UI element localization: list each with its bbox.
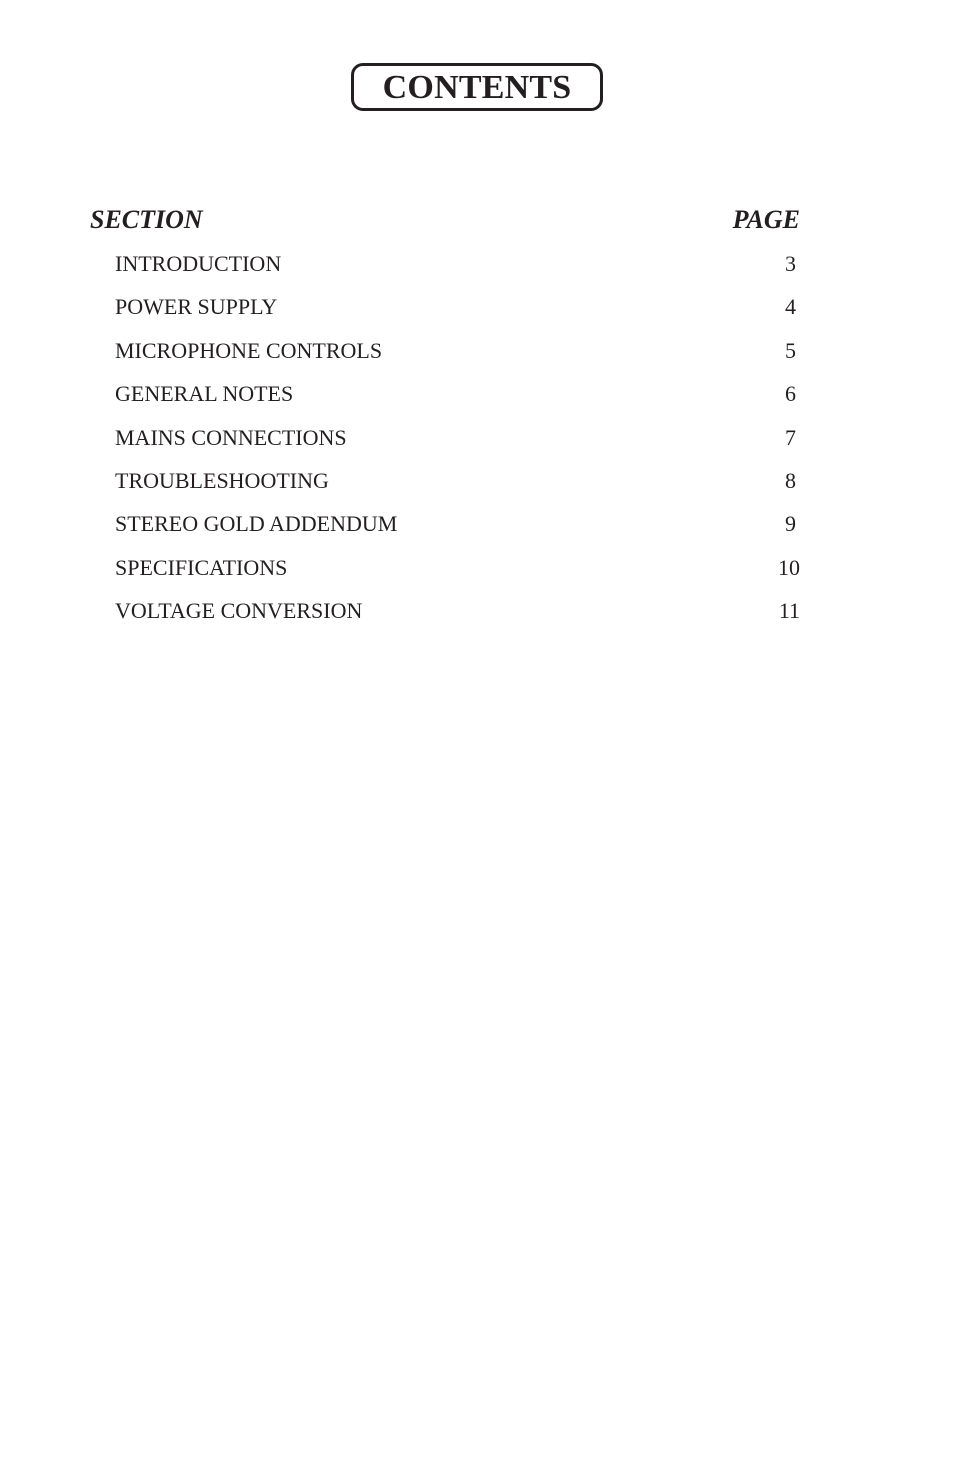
toc-entry-label: MICROPHONE CONTROLS: [115, 337, 383, 363]
toc-entry-microphone-controls: [115, 336, 800, 379]
toc-header-row: [90, 204, 800, 236]
toc-entry-label: POWER SUPPLY: [115, 294, 278, 320]
toc-entry-label: SPECIFICATIONS: [115, 554, 288, 580]
toc-entry-label: GENERAL NOTES: [115, 381, 294, 407]
toc-entry-general-notes: [115, 379, 800, 422]
toc-entry-label: INTRODUCTION: [115, 251, 282, 276]
toc-entry-page: 9: [785, 511, 796, 537]
toc-entry-power-supply: [115, 292, 800, 335]
toc-entry-page: 3: [785, 251, 796, 276]
toc-entry-page: 10: [778, 554, 800, 580]
toc-entry-page: 5: [785, 337, 796, 363]
toc-entry-specifications: [115, 553, 800, 596]
toc-entry-mains-connections: [115, 423, 800, 466]
page-title: CONTENTS: [382, 69, 572, 106]
toc-entry-troubleshooting: [115, 466, 800, 509]
toc-list: [115, 249, 800, 640]
toc-entry-page: 4: [785, 294, 796, 320]
toc-entry-label: VOLTAGE CONVERSION: [115, 598, 363, 624]
toc-entry-introduction: [115, 249, 800, 292]
toc-entry-voltage-conversion: [115, 596, 800, 639]
toc-entry-page: 7: [785, 424, 796, 450]
section-column-header: SECTION: [90, 205, 203, 234]
page-column-header: PAGE: [732, 205, 800, 234]
toc-entry-label: TROUBLESHOOTING: [115, 467, 329, 493]
toc-entry-stereo-gold-addendum: [115, 509, 800, 552]
toc-entry-page: 6: [785, 381, 796, 407]
toc-entry-label: MAINS CONNECTIONS: [115, 424, 347, 450]
toc-entry-page: 11: [778, 598, 800, 624]
toc-entry-label: STEREO GOLD ADDENDUM: [115, 511, 398, 537]
toc-entry-page: 8: [785, 467, 796, 493]
contents-title-box: [351, 63, 603, 111]
